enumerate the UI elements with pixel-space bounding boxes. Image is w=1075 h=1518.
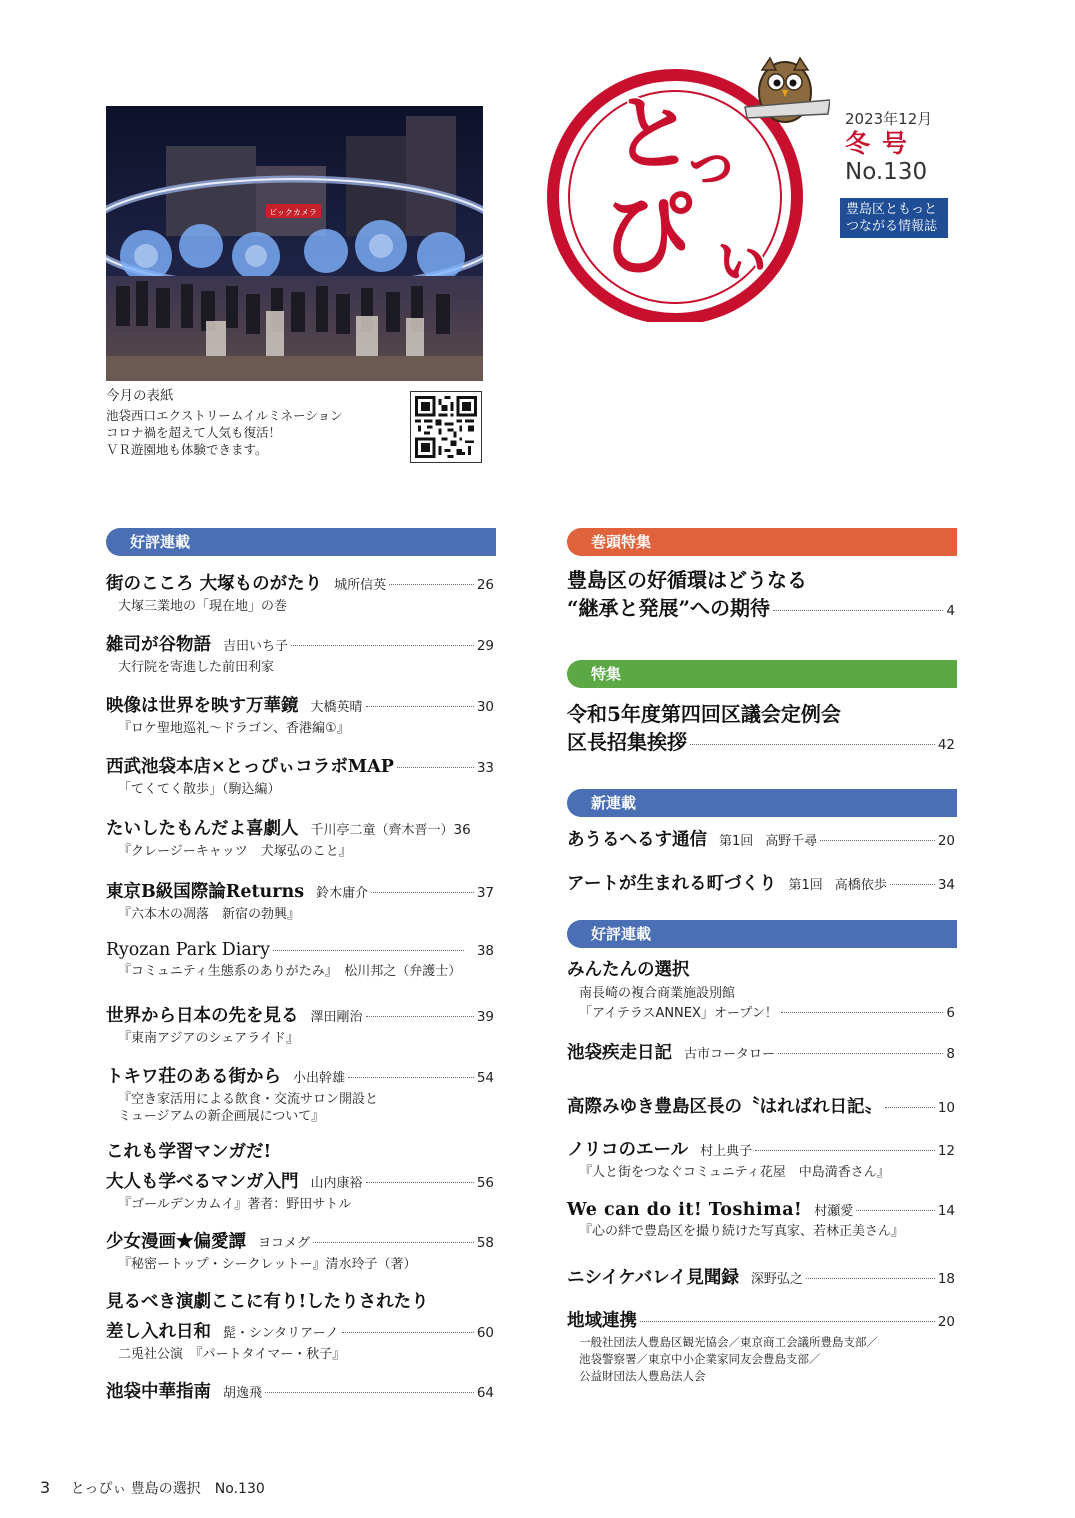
entry-title: 映像は世界を映す万華鏡 bbox=[106, 696, 299, 716]
entry-author: 大橋英晴 bbox=[310, 700, 363, 715]
entry-author: 城所信英 bbox=[334, 578, 387, 593]
entry-page: 14 bbox=[937, 1203, 955, 1219]
toc-entry[interactable] bbox=[106, 815, 494, 861]
entry-round: 第1回 bbox=[719, 834, 754, 849]
entry-author: 高橋依歩 bbox=[834, 878, 887, 893]
entry-title: 豊島区の好循環はどうなる bbox=[567, 568, 807, 592]
entry-page: 39 bbox=[476, 1009, 494, 1025]
issue-date: 2023年12月 bbox=[845, 110, 933, 128]
section-head-new: 新連載 bbox=[567, 789, 957, 817]
entry-page: 4 bbox=[946, 603, 955, 619]
entry-subtitle: 「アイテラスANNEX」オープン！ bbox=[579, 1006, 778, 1021]
entry-author: 鈴木庸介 bbox=[316, 886, 369, 901]
section-head-special: 特集 bbox=[567, 660, 957, 688]
logo-char: ぴ bbox=[600, 182, 693, 289]
entry-page: 10 bbox=[937, 1100, 955, 1116]
entry-title: 高際みゆき豊島区長の〝はればれ日記〟 bbox=[567, 1097, 882, 1117]
entry-author: 千川亭二童（齊木晋一） bbox=[310, 823, 454, 838]
entry-title: 雑司が谷物語 bbox=[106, 635, 211, 655]
entry-subtitle: ミュージアムの新企画展について』 bbox=[118, 1109, 325, 1124]
entry-page: 20 bbox=[937, 1314, 955, 1330]
entry-subtitle: 一般社団法人豊島区観光協会／東京商工会議所豊島支部／ bbox=[579, 1335, 878, 1349]
entry-subtitle: 南長崎の複合商業施設別館 bbox=[579, 986, 736, 1001]
entry-author: 胡逸飛 bbox=[223, 1386, 263, 1401]
entry-page: 26 bbox=[476, 577, 494, 593]
logo-char: っ bbox=[682, 128, 741, 196]
entry-page: 37 bbox=[476, 885, 494, 901]
store-sign: ビックカメラ bbox=[269, 208, 317, 217]
entry-subtitle: 『秘密ートップ・シークレットー』清水玲子（著） bbox=[118, 1257, 417, 1272]
entry-title: 区長招集挨拶 bbox=[567, 730, 687, 754]
entry-title: 世界から日本の先を見る bbox=[106, 1006, 299, 1026]
entry-title: 地域連携 bbox=[567, 1311, 637, 1331]
entry-title: 差し入れ日和 bbox=[106, 1322, 211, 1342]
entry-title: ニシイケバレイ見聞録 bbox=[567, 1268, 739, 1288]
entry-subtitle: 「てくてく散歩」（駒込編） bbox=[118, 782, 281, 797]
entry-title: あうるへるす通信 bbox=[567, 830, 707, 850]
entry-title: “継承と発展”への期待 bbox=[567, 596, 771, 620]
entry-title: 西武池袋本店×とっぴぃコラボMAP bbox=[106, 757, 394, 777]
entry-kicker: これも学習マンガだ! bbox=[106, 1142, 272, 1162]
entry-subtitle: 公益財団法人豊島法人会 bbox=[579, 1369, 706, 1383]
toc-entry[interactable] bbox=[567, 1200, 955, 1241]
toc-entry[interactable] bbox=[106, 570, 494, 616]
toc-entry[interactable] bbox=[567, 1093, 955, 1118]
toc-entry[interactable] bbox=[567, 956, 955, 1021]
entry-subtitle: 二兎社公演 『パートタイマー・秋子』 bbox=[118, 1347, 346, 1362]
toc-entry-special[interactable] bbox=[567, 700, 955, 756]
entry-round: 第1回 bbox=[788, 878, 823, 893]
entry-page: 38 bbox=[476, 943, 494, 959]
entry-title: 令和5年度第四回区議会定例会 bbox=[567, 702, 841, 726]
section-head-serial: 好評連載 bbox=[106, 528, 496, 556]
entry-author: 山内康裕 bbox=[310, 1176, 363, 1191]
issue-number: No.130 bbox=[845, 159, 928, 185]
entry-title: Ryozan Park Diary bbox=[106, 940, 271, 960]
toppi-logo bbox=[540, 52, 830, 322]
entry-subtitle: 『心の絆で豊島区を撮り続けた写真家、若林正美さん』 bbox=[579, 1224, 905, 1239]
entry-page: 33 bbox=[476, 760, 494, 776]
qr-code[interactable] bbox=[410, 391, 482, 463]
entry-subtitle: 『クレージーキャッツ 犬塚弘のこと』 bbox=[118, 844, 352, 859]
entry-page: 8 bbox=[946, 1046, 955, 1062]
entry-title: 池袋疾走日記 bbox=[567, 1043, 672, 1063]
entry-page: 58 bbox=[476, 1235, 494, 1251]
toc-entry[interactable] bbox=[567, 1136, 955, 1182]
entry-subtitle: 『空き家活用による飲食・交流サロン開設と bbox=[118, 1092, 379, 1107]
entry-page: 6 bbox=[946, 1005, 955, 1021]
section-head-feature: 巻頭特集 bbox=[567, 528, 957, 556]
entry-page: 54 bbox=[476, 1070, 494, 1086]
entry-title: たいしたもんだよ喜劇人 bbox=[106, 819, 299, 839]
cover-line: ＶＲ遊園地も体験できます。 bbox=[106, 442, 268, 457]
tagline-line: 豊島区ともっと bbox=[846, 202, 938, 217]
toc-entry[interactable] bbox=[106, 753, 494, 799]
entry-title: 大人も学べるマンガ入門 bbox=[106, 1172, 299, 1192]
tagline bbox=[840, 198, 948, 238]
toc-entry[interactable] bbox=[106, 692, 494, 738]
entry-subtitle: 『ゴールデンカムイ』著者：野田サトル bbox=[118, 1197, 352, 1212]
issue-season: 冬号 bbox=[845, 129, 920, 158]
entry-kicker: 見るべき演劇ここに有り!したりされたり bbox=[106, 1292, 429, 1312]
entry-page: 30 bbox=[476, 699, 494, 715]
entry-author: 村瀬愛 bbox=[814, 1204, 854, 1219]
cover-photo bbox=[106, 106, 483, 381]
toc-entry[interactable] bbox=[567, 1264, 955, 1289]
entry-title: 街のこころ 大塚ものがたり bbox=[106, 574, 323, 594]
entry-author: 深野弘之 bbox=[750, 1272, 803, 1287]
toc-entry[interactable] bbox=[567, 826, 955, 851]
toc-entry[interactable] bbox=[106, 1002, 494, 1048]
toc-entry[interactable] bbox=[106, 1378, 494, 1403]
cover-caption bbox=[106, 388, 396, 458]
entry-author: 吉田いち子 bbox=[223, 639, 289, 654]
entry-author: 村上典子 bbox=[700, 1144, 753, 1159]
logo-char: と bbox=[612, 87, 695, 182]
toc-entry[interactable] bbox=[106, 1228, 494, 1274]
entry-author: 高野千尋 bbox=[765, 834, 818, 849]
page-footer bbox=[40, 1478, 265, 1498]
footer-text: とっぴぃ 豊島の選択 No.130 bbox=[70, 1481, 265, 1497]
cover-line: 池袋西口エクストリームイルミネーション bbox=[106, 408, 343, 423]
entry-page: 64 bbox=[476, 1385, 494, 1401]
entry-title: トキワ荘のある街から bbox=[106, 1067, 281, 1087]
entry-author: 髭・シンタリアーノ bbox=[223, 1326, 339, 1341]
entry-page: 29 bbox=[476, 638, 494, 654]
entry-author: ヨコメグ bbox=[258, 1236, 311, 1251]
entry-title: みんたんの選択 bbox=[567, 960, 690, 980]
issue-info bbox=[845, 108, 932, 185]
entry-subtitle: 大塚三業地の「現在地」の巻 bbox=[118, 599, 288, 614]
entry-title: 池袋中華指南 bbox=[106, 1382, 211, 1402]
entry-subtitle: 池袋警察署／東京中小企業家同友会豊島支部／ bbox=[579, 1352, 821, 1366]
toc-entry[interactable] bbox=[106, 878, 494, 924]
entry-subtitle: 『ロケ聖地巡礼〜ドラゴン、香港編①』 bbox=[118, 721, 350, 736]
page-number: 3 bbox=[40, 1478, 51, 1497]
toc-entry[interactable] bbox=[567, 1307, 955, 1385]
entry-page: 56 bbox=[476, 1175, 494, 1191]
entry-title: 東京B級国際論Returns bbox=[106, 882, 305, 902]
entry-page: 42 bbox=[937, 737, 955, 753]
cover-line: コロナ禍を超えて人気も復活！ bbox=[106, 425, 282, 440]
entry-subtitle: 『コミュニティ生態系のありがたみ』 松川邦之（弁護士） bbox=[118, 964, 462, 979]
entry-author: 古市コータロー bbox=[684, 1047, 776, 1062]
toc-entry[interactable] bbox=[106, 1063, 494, 1125]
entry-page: 34 bbox=[937, 877, 955, 893]
toc-entry[interactable] bbox=[106, 940, 494, 981]
entry-page: 12 bbox=[937, 1143, 955, 1159]
toc-entry[interactable] bbox=[567, 1039, 955, 1064]
entry-title: 少女漫画★偏愛譚 bbox=[106, 1232, 246, 1252]
cover-label: 今月の表紙 bbox=[106, 388, 174, 404]
toc-entry[interactable] bbox=[567, 870, 955, 895]
entry-page: 60 bbox=[476, 1325, 494, 1341]
entry-author: 小出幹雄 bbox=[293, 1071, 346, 1086]
section-head-serial-2: 好評連載 bbox=[567, 920, 957, 948]
logo-char: ぃ bbox=[710, 219, 774, 293]
toc-entry[interactable] bbox=[106, 1140, 494, 1214]
toc-entry[interactable] bbox=[106, 1290, 494, 1364]
entry-page: 36 bbox=[453, 822, 471, 838]
toc-entry[interactable] bbox=[106, 631, 494, 677]
entry-subtitle: 『人と街をつなぐコミュニティ花屋 中島満香さん』 bbox=[579, 1165, 890, 1180]
entry-subtitle: 大行院を寄進した前田利家 bbox=[118, 660, 275, 675]
entry-author: 澤田剛治 bbox=[310, 1010, 363, 1025]
entry-title: We can do it! Toshima! bbox=[567, 1200, 803, 1220]
toc-entry-feature[interactable] bbox=[567, 566, 955, 622]
entry-title: アートが生まれる町づくり bbox=[567, 874, 777, 894]
owl-icon bbox=[745, 58, 830, 122]
entry-subtitle: 『東南アジアのシェアライド』 bbox=[118, 1031, 299, 1046]
entry-subtitle: 『六本木の凋落 新宿の勃興』 bbox=[118, 907, 301, 922]
entry-title: ノリコのエール bbox=[567, 1140, 689, 1160]
tagline-line: つながる情報誌 bbox=[846, 219, 938, 234]
entry-page: 18 bbox=[937, 1271, 955, 1287]
entry-page: 20 bbox=[937, 833, 955, 849]
